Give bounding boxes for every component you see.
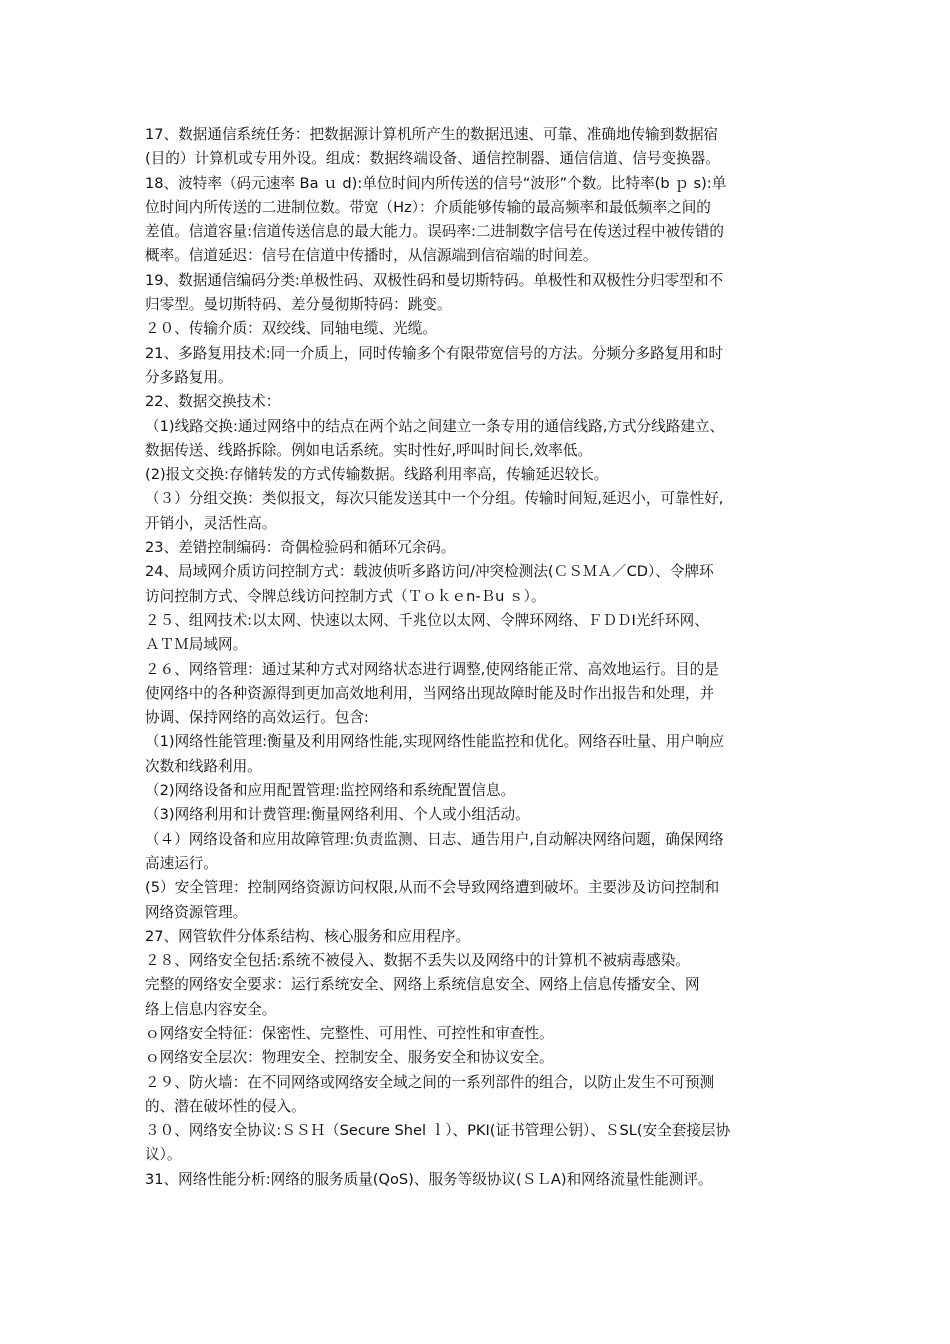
text-line: （３）分组交换：类似报文，每次只能发送其中一个分组。传输时间短,延迟小，可靠性好, bbox=[145, 490, 724, 508]
text-line: ２８、网络安全包括:系统不被侵入、数据不丢失以及网络中的计算机不被病毒感染。 bbox=[145, 952, 690, 970]
text-line: 概率。信道延迟：信号在信道中传播时，从信源端到信宿端的时间差。 bbox=[145, 247, 598, 265]
text-line: 分多路复用。 bbox=[145, 368, 233, 386]
text-line: 27、网管软件分体系结构、核心服务和应用程序。 bbox=[145, 927, 471, 945]
text-line: ２９、防火墙：在不同网络或网络安全域之间的一系列部件的组合，以防止发生不可预测 bbox=[145, 1073, 715, 1091]
text-line: ２６、网络管理：通过某种方式对网络状态进行调整,使网络能正常、高效地运行。目的是 bbox=[145, 660, 719, 678]
text-line: 23、差错控制编码：奇偶检验码和循环冗余码。 bbox=[145, 539, 456, 557]
text-line: 差值。信道容量:信道传送信息的最大能力。误码率:二进制数字信号在传送过程中被传错的 bbox=[145, 223, 724, 241]
text-line: 高速运行。 bbox=[145, 854, 218, 872]
text-line: 31、网络性能分析:网络的服务质量(QoS)、服务等级协议(ＳＬA)和网络流量性能测评。 bbox=[145, 1170, 713, 1188]
text-line: 访问控制方式、令牌总线访问控制方式（Ｔｏｋｅn-Ｂu ｓ）。 bbox=[145, 587, 546, 605]
text-line: （４）网络设备和应用故障管理:负责监测、日志、通告用户,自动解决网络问题，确保网络 bbox=[145, 830, 724, 848]
text-line: 归零型。曼切斯特码、差分曼彻斯特码：跳变。 bbox=[145, 296, 452, 314]
text-line: 议）。 bbox=[145, 1146, 182, 1164]
text-line: （1)线路交换:通过网络中的结点在两个站之间建立一条专用的通信线路,方式分线路建立、 bbox=[145, 417, 725, 435]
text-line: 18、波特率（码元速率 Ba ｕ d):单位时间内所传送的信号“波形”个数。比特率(b ｐ s):单 bbox=[145, 174, 727, 192]
text-line: 21、多路复用技术:同一介质上，同时传输多个有限带宽信号的方法。分频分多路复用和时 bbox=[145, 344, 724, 362]
text-line: 19、数据通信编码分类:单极性码、双极性码和曼切斯特码。单极性和双极性分归零型和不 bbox=[145, 271, 724, 289]
text-line: 完整的网络安全要求：运行系统安全、网络上系统信息安全、网络上信息传播安全、网 bbox=[145, 976, 700, 994]
text-line: ３０、网络安全协议:ＳＳＨ（Secure Shel ｌ）、PKI(证书管理公钥）、ＳSL(安全套接层协 bbox=[145, 1122, 731, 1140]
text-line: （1)网络性能管理:衡量及利用网络性能,实现网络性能监控和优化。网络吞吐量、用户响应 bbox=[145, 733, 725, 751]
text-line: （2)网络设备和应用配置管理:监控网络和系统配置信息。 bbox=[145, 782, 516, 800]
text-line: 的、潜在破坏性的侵入。 bbox=[145, 1097, 306, 1115]
text-line: ｏ网络安全特征：保密性、完整性、可用性、可控性和审查性。 bbox=[145, 1024, 554, 1042]
text-line: 17、数据通信系统任务：把数据源计算机所产生的数据迅速、可靠、准确地传输到数据宿 bbox=[145, 126, 719, 143]
text-line: 次数和线路利用。 bbox=[145, 757, 262, 775]
text-line: 位时间内所传送的二进制位数。带宽（Hz）：介质能够传输的最高频率和最低频率之间的 bbox=[145, 198, 711, 216]
text-line: ２５、组网技术:以太网、快速以太网、千兆位以太网、令牌环网络、ＦＤＤI光纤环网、 bbox=[145, 611, 709, 629]
text-line: （3)网络利用和计费管理:衡量网络利用、个人或小组活动。 bbox=[145, 806, 530, 824]
text-line: (5）安全管理：控制网络资源访问权限,从而不会导致网络遭到破坏。主要涉及访问控制和 bbox=[145, 879, 720, 897]
document-body bbox=[145, 123, 815, 1192]
text-line: 络上信息内容安全。 bbox=[145, 1000, 277, 1018]
text-line: ＡＴＭ局域网。 bbox=[145, 636, 248, 654]
text-line: 协调、保持网络的高效运行。包含: bbox=[145, 709, 369, 727]
text-line: ｏ网络安全层次：物理安全、控制安全、服务安全和协议安全。 bbox=[145, 1049, 554, 1067]
text-line: (目的）计算机或专用外设。组成：数据终端设备、通信控制器、通信信道、信号变换器。 bbox=[145, 150, 720, 168]
text-line: ２０、传输介质：双绞线、同轴电缆、光缆。 bbox=[145, 320, 437, 338]
text-line: 使网络中的各种资源得到更加高效地利用，当网络出现故障时能及时作出报告和处理，并 bbox=[145, 684, 715, 702]
text-line: (2)报文交换:存储转发的方式传输数据。线路利用率高，传输延迟较长。 bbox=[145, 466, 609, 484]
text-line: 24、局域网介质访问控制方式：载波侦听多路访问/冲突检测法(ＣＳＭＡ／CD）、令牌环 bbox=[145, 563, 714, 581]
text-line: 开销小，灵活性高。 bbox=[145, 514, 277, 532]
text-line: 数据传送、线路拆除。例如电话系统。实时性好,呼叫时间长,效率低。 bbox=[145, 441, 593, 459]
text-line: 22、数据交换技术： bbox=[145, 393, 281, 411]
text-line: 网络资源管理。 bbox=[145, 903, 248, 921]
